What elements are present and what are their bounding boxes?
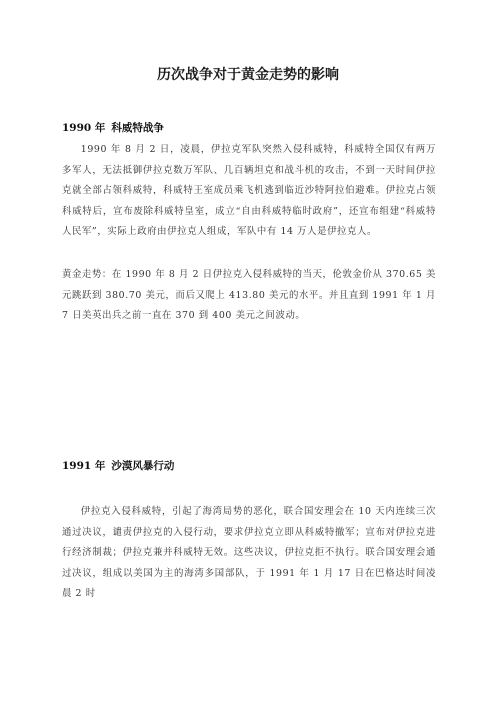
- section-heading-kuwait-war: [62, 120, 164, 135]
- section-heading-desert-storm: [62, 458, 174, 473]
- paragraph-desert-storm: 伊拉克入侵科威特，引起了海湾局势的恶化，联合国安理会在 10 天内连续三次通过决议，谴责伊拉克的入侵行动，要求伊拉克立即从科威特撤军；宣布对伊拉克进行经济制裁；伊拉克兼并科威特无效。这些决议，伊拉克拒不执行。联合国安理会通过决议，组成以美国为主的海湾多国部队，于 1991 年 1 月 17 日在巴格达时间凌晨 2 时: [62, 506, 436, 600]
- section-name: 沙漠风暴行动: [111, 460, 175, 472]
- section-year: 1990 年: [62, 122, 106, 134]
- paragraph-kuwait-invasion: 1990 年 8 月 2 日，凌晨，伊拉克军队突然入侵科威特，科威特全国仅有两万多军人，无法抵御伊拉克数万军队、几百辆坦克和战斗机的攻击，不到一天时间伊拉克就全部占领科威特，科威特王室成员乘飞机逃到临近沙特阿拉伯避难。伊拉克占领科威特后，宣布废除科威特皇室，成立“自由科威特临时政府”，还宣布组建“科威特人民军”，实际上政府由伊拉克人组成，军队中有 14 万人是伊拉克人。: [62, 144, 436, 238]
- section-name: 科威特战争: [111, 122, 164, 134]
- paragraph-gold-trend-1990: 黄金走势：在 1990 年 8 月 2 日伊拉克入侵科威特的当天，伦敦金价从 370.65 美元跳跃到 380.70 美元，而后又爬上 413.80 美元的水平。并且直到 1991 年 1 月 7 日美英出兵之前一直在 370 到 400 美元之间波动。: [62, 269, 436, 322]
- document-title: 历次战争对于黄金走势的影响: [157, 67, 339, 83]
- section-year: 1991 年: [62, 460, 106, 472]
